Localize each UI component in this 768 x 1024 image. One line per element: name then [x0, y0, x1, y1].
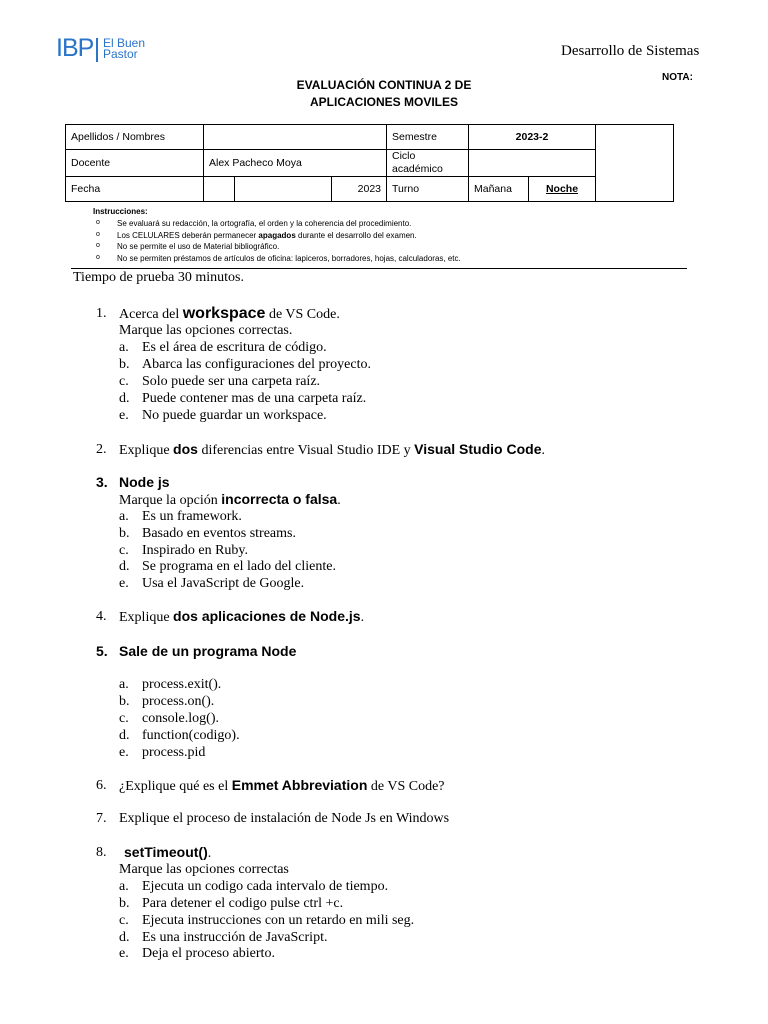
- option-text: Solo puede ser una carpeta raíz.: [142, 374, 321, 389]
- option-text: Es un framework.: [142, 509, 242, 524]
- question-number: 8.: [96, 845, 107, 860]
- question-title: Sale de un programa Node: [119, 643, 297, 659]
- question-number: 7.: [96, 811, 107, 826]
- question-text-part: ¿Explique qué es el: [119, 779, 232, 794]
- divider-line: [71, 268, 687, 269]
- exam-title-line-1: EVALUACIÓN CONTINUA 2 DE: [296, 78, 472, 92]
- shift-label: Turno: [387, 177, 469, 202]
- date-label: Fecha: [66, 177, 204, 202]
- option-letter: e.: [119, 946, 129, 961]
- question-text-part: Marque la opción: [119, 493, 222, 508]
- grade-box[interactable]: [596, 125, 674, 202]
- question-number: 6.: [96, 778, 107, 793]
- option-text: Deja el proceso abierto.: [142, 946, 275, 961]
- question-number: 2.: [96, 442, 107, 457]
- shift-night: Noche: [529, 177, 596, 202]
- option-text: Es el área de escritura de código.: [142, 340, 327, 355]
- question-text-part: de VS Code?: [367, 779, 445, 794]
- question-title: Node js: [119, 474, 170, 490]
- option-letter: e.: [119, 745, 129, 760]
- question-text-part: .: [337, 493, 341, 508]
- option-letter: b.: [119, 694, 130, 709]
- option-text: console.log().: [142, 711, 219, 726]
- date-day-field[interactable]: [204, 177, 235, 202]
- option-letter: a.: [119, 879, 129, 894]
- option-letter: b.: [119, 357, 130, 372]
- instruction-emphasis: apagados: [258, 230, 296, 240]
- option-text: process.on().: [142, 694, 215, 709]
- question-text-part: .: [360, 610, 365, 625]
- option-letter: a.: [119, 677, 129, 692]
- option-letter: a.: [119, 340, 129, 355]
- question-instruction: Marque las opciones correctas: [119, 862, 289, 877]
- option-text: Abarca las configuraciones del proyecto.: [142, 357, 371, 372]
- exam-title-line-2: APLICACIONES MOVILES: [309, 95, 458, 109]
- instruction-item: o Se evaluará su redacción, la ortografía, el orden y la coherencia del procedimiento.: [93, 218, 461, 230]
- question-text-part: .: [207, 846, 212, 861]
- option-text: Es una instrucción de JavaScript.: [142, 930, 328, 945]
- instruction-item: [93, 230, 461, 242]
- question-instruction: Marque las opciones correctas.: [119, 323, 293, 338]
- department-name: Desarrollo de Sistemas: [561, 43, 700, 59]
- question-keyword: dos: [173, 441, 198, 457]
- instruction-item: o No se permiten préstamos de artículos de oficina: lapiceros, borradores, hojas, calculadoras, etc.: [93, 253, 461, 265]
- semester-value: 2023-2: [469, 125, 596, 150]
- question-text: [124, 844, 211, 862]
- question-keyword: workspace: [182, 305, 266, 322]
- question-number: 3.: [96, 474, 108, 490]
- option-letter: e.: [119, 576, 129, 591]
- option-letter: d.: [119, 728, 130, 743]
- shift-morning: Mañana: [469, 177, 529, 202]
- option-text: process.pid: [142, 745, 206, 760]
- option-letter: c.: [119, 543, 129, 558]
- semester-label: Semestre: [387, 125, 469, 150]
- test-duration: Tiempo de prueba 30 minutos.: [73, 270, 244, 285]
- question-text: [119, 608, 364, 626]
- option-text: Ejecuta instrucciones con un retardo en mili seg.: [142, 913, 415, 928]
- option-letter: b.: [119, 526, 130, 541]
- option-letter: c.: [119, 913, 129, 928]
- option-letter: d.: [119, 559, 130, 574]
- student-info-table: [65, 124, 674, 202]
- names-field[interactable]: [204, 125, 387, 150]
- option-text: Inspirado en Ruby.: [142, 543, 249, 558]
- question-keyword: incorrecta o falsa: [221, 491, 338, 507]
- option-letter: b.: [119, 896, 130, 911]
- question-number: 4.: [96, 609, 107, 624]
- question-text: [119, 305, 340, 323]
- question-keyword: Visual Studio Code: [414, 441, 542, 457]
- date-year: 2023: [332, 177, 387, 202]
- option-text: Puede contener mas de una carpeta raíz.: [142, 391, 367, 406]
- option-text: Se programa en el lado del cliente.: [142, 559, 336, 574]
- question-text-part: diferencias entre Visual Studio IDE y: [197, 443, 415, 458]
- logo-ibp-text: IBP: [56, 34, 94, 62]
- option-letter: d.: [119, 930, 130, 945]
- instructions-title: Instrucciones:: [93, 207, 148, 216]
- teacher-label: Docente: [66, 150, 204, 177]
- option-letter: c.: [119, 374, 129, 389]
- option-text: No puede guardar un workspace.: [142, 408, 327, 423]
- logo-divider: [96, 38, 98, 62]
- question-text: Explique el proceso de instalación de Node Js en Windows: [119, 811, 450, 826]
- instruction-text: durante el desarrollo del examen.: [295, 230, 417, 240]
- instructions-list: [93, 218, 461, 265]
- names-label: Apellidos / Nombres: [66, 125, 204, 150]
- instructions-block: [93, 206, 461, 265]
- instruction-item: o No se permite el uso de Material bibliográfico.: [93, 241, 461, 253]
- logo-line-2: Pastor: [103, 47, 138, 61]
- date-month-field[interactable]: [235, 177, 332, 202]
- question-text-part: Acerca del: [119, 307, 183, 322]
- option-letter: c.: [119, 711, 129, 726]
- question-text-part: Explique: [119, 443, 174, 458]
- question-keyword: dos aplicaciones de Node.js: [173, 608, 361, 624]
- question-keyword: Emmet Abbreviation: [231, 777, 368, 793]
- question-text-part: de VS Code.: [265, 307, 340, 322]
- option-letter: d.: [119, 391, 130, 406]
- option-letter: e.: [119, 408, 129, 423]
- question-number: 5.: [96, 643, 108, 659]
- cycle-field[interactable]: [469, 150, 596, 177]
- option-text: Ejecuta un codigo cada intervalo de tiempo.: [142, 879, 389, 894]
- option-text: process.exit().: [142, 677, 222, 692]
- question-keyword: setTimeout(): [124, 844, 208, 860]
- cycle-label: Ciclo académico: [387, 150, 469, 177]
- teacher-value: Alex Pacheco Moya: [204, 150, 387, 177]
- question-text: [119, 441, 545, 459]
- option-text: Para detener el codigo pulse ctrl +c.: [142, 896, 344, 911]
- instruction-text: Los CELULARES deberán permanecer: [117, 230, 259, 240]
- option-text: Usa el JavaScript de Google.: [142, 576, 305, 591]
- logo-line-1: El Buen: [103, 36, 146, 50]
- question-instruction: [119, 491, 341, 509]
- option-text: Basado en eventos streams.: [142, 526, 296, 541]
- option-letter: a.: [119, 509, 129, 524]
- question-text: [119, 777, 445, 795]
- option-text: function(codigo).: [142, 728, 240, 743]
- question-text-part: Explique: [119, 610, 174, 625]
- question-number: 1.: [96, 306, 107, 321]
- question-text-part: .: [541, 443, 545, 458]
- grade-label: NOTA:: [662, 72, 693, 83]
